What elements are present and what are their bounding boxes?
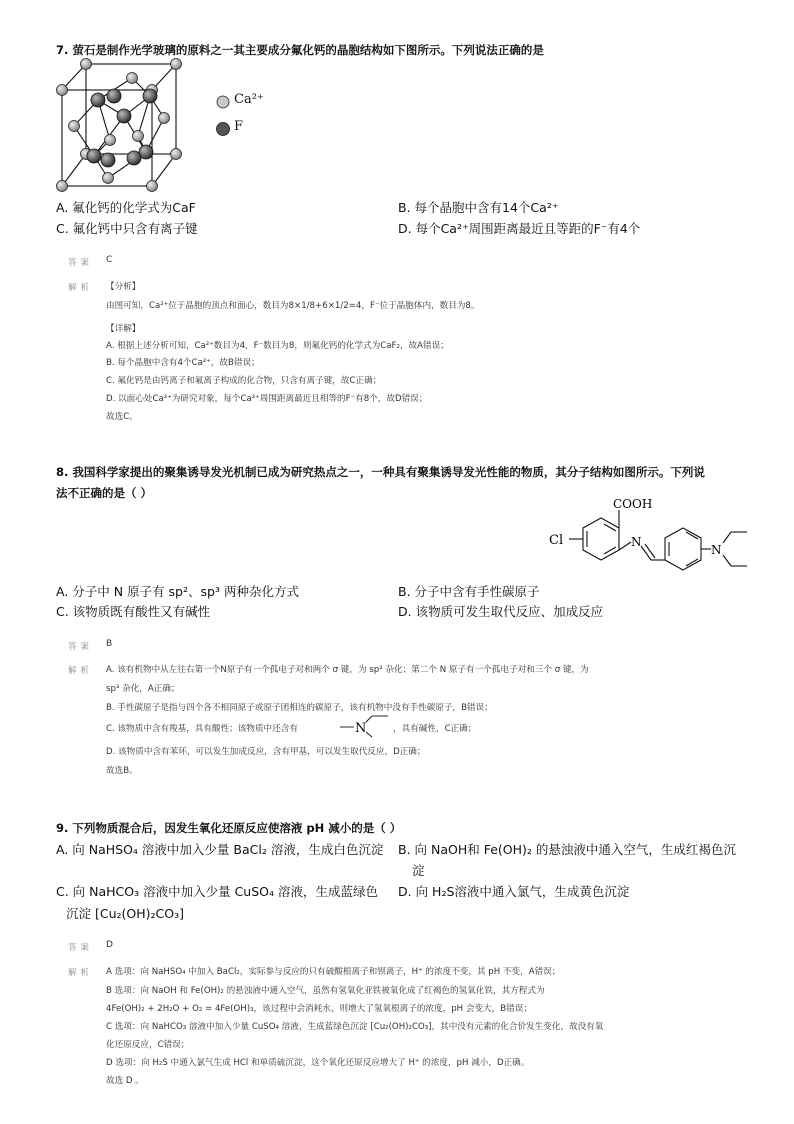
q8-stem-line1: 8. 我国科学家提出的聚集诱导发光机制已成为研究热点之一，一种具有聚集诱导发光性能的物质，其分子结构如图所示。下列说 [56,465,705,479]
q9-option-d: D. 向 H₂S溶液中通入氯气，生成黄色沉淀 [398,884,630,899]
q9-option-b-line2: 淀 [412,863,425,878]
q8-answer-label: 答案 [68,642,94,652]
q7-analysis-line: 由图可知，Ca²⁺位于晶胞的顶点和面心，数目为8×1/8+6×1/2=4，F⁻位于晶胞体内，数目为8。 [106,301,480,311]
inline-n-label: N [355,721,367,736]
q8-option-d: D. 该物质可发生取代反应、加成反应 [398,604,604,619]
q8-analysis-line: B. 手性碳原子是指与四个各不相同原子或原子团相连的碳原子，该有机物中没有手性碳原子，B错误； [106,703,493,713]
q8-analysis-line: ，具有碱性，C正确； [393,724,477,734]
q9-analysis-line: 4Fe(OH)₂ + 2H₂O + O₂ = 4Fe(OH)₃，该过程中会消耗水，则增大了氢氧根离子的浓度，pH 会变大，B错误； [106,1004,532,1014]
q9-analysis-line: 化还原反应，C错误； [106,1040,190,1050]
q7-analysis-line: 【分析】 [106,282,141,292]
q9-option-c-line2: 沉淀 [Cu₂(OH)₂CO₃] [66,906,184,921]
q9-option-a: A. 向 NaHSO₄ 溶液中加入少量 BaCl₂ 溶液，生成白色沉淀 [56,842,384,857]
q9-answer: D [106,940,113,950]
q7-answer: C [106,255,113,265]
cooh-label: COOH [613,498,653,511]
q8-analysis-label: 解析 [68,666,94,676]
q7-answer-label: 答案 [68,258,94,268]
q8-analysis-line: D. 该物质中含有苯环，可以发生加成反应，含有甲基，可以发生取代反应，D正确； [106,747,426,757]
q7-option-a: A. 氟化钙的化学式为CaF [56,200,196,215]
legend-f-label: F [234,119,244,134]
q9-analysis-line: A 选项：向 NaHSO₄ 中加入 BaCl₂，实际参与反应的只有硫酸根离子和钡离子，H⁺ 的浓度不变，其 pH 不变，A错误； [106,967,561,977]
molecule-structure-diagram [545,498,750,586]
q9-answer-label: 答案 [68,943,94,953]
q7-option-c: C. 氟化钙中只含有离子键 [56,221,198,236]
q8-option-b: B. 分子中含有手性碳原子 [398,584,540,599]
q7-analysis-line: 故选C。 [106,412,138,422]
q8-option-c: C. 该物质既有酸性又有碱性 [56,604,211,619]
f-legend-icon [215,121,231,137]
q9-analysis-line: D 选项：向 H₂S 中通入氯气生成 HCl 和单质硫沉淀，这个氧化还原反应增大了 H⁺ 的浓度，pH 减小，D正确。 [106,1058,530,1068]
q7-option-b: B. 每个晶胞中含有14个Ca²⁺ [398,200,559,215]
q7-analysis-line: B. 每个晶胞中含有4个Ca²⁺，故B错误； [106,358,260,368]
crystal-cell-diagram [50,56,190,196]
q8-analysis-line: C. 该物质中含有羧基，具有酸性；该物质中还含有 [106,724,298,734]
q8-stem-line2: 法不正确的是（ ） [56,486,153,500]
q9-analysis-line: 故选 D 。 [106,1076,144,1086]
q7-option-d: D. 每个Ca²⁺周围距离最近且等距的F⁻有4个 [398,221,641,236]
q9-analysis-line: B 选项：向 NaOH 和 Fe(OH)₂ 的悬浊液中通入空气，虽然有氢氧化亚铁被氧化成了红褐色的氢氧化铁，其方程式为 [106,986,545,996]
q7-analysis-line: A. 根据上述分析可知，Ca²⁺数目为4，F⁻数目为8，则氟化钙的化学式为CaF₂，故A错误； [106,341,449,351]
q7-analysis-line: 【详解】 [106,324,141,334]
legend-ca-label: Ca²⁺ [234,92,264,107]
q8-option-a: A. 分子中 N 原子有 sp²、sp³ 两种杂化方式 [56,584,299,599]
q7-analysis-line: C. 氟化钙是由钙离子和氟离子构成的化合物，只含有离子键，故C正确； [106,376,382,386]
amine-n-fragment-icon [340,714,390,738]
n1-label: N [631,535,642,549]
q8-analysis-line: 故选B。 [106,766,138,776]
q8-answer: B [106,639,113,649]
q9-stem: 9. 下列物质混合后，因发生氧化还原反应使溶液 pH 减小的是（ ） [56,821,402,835]
q9-option-c-line1: C. 向 NaHCO₃ 溶液中加入少量 CuSO₄ 溶液，生成蓝绿色 [56,884,378,899]
q7-analysis-line: D. 以面心处Ca²⁺为研究对象，每个Ca²⁺周围距离最近且相等的F⁻有8个，故D错误； [106,394,428,404]
q7-analysis-label: 解析 [68,283,94,293]
q9-option-b-line1: B. 向 NaOH和 Fe(OH)₂ 的悬浊液中通入空气，生成红褐色沉 [398,842,736,857]
n2-label: N [711,543,722,557]
q9-analysis-line: C 选项：向 NaHCO₃ 溶液中加入少量 CuSO₄ 溶液，生成蓝绿色沉淀 [Cu₂(OH)₂CO₃]，其中没有元素的化合价发生变化，故没有氧 [106,1022,604,1032]
q9-analysis-label: 解析 [68,968,94,978]
cl-label: Cl [549,533,564,548]
q7-stem: 7. 萤石是制作光学玻璃的原料之一其主要成分氟化钙的晶胞结构如下图所示。下列说法正确的是 [56,43,544,57]
ca-legend-icon [215,94,231,110]
q8-analysis-line: sp³ 杂化，A正确； [106,684,180,694]
q8-analysis-line: A. 该有机物中从左往右第一个N原子有一个孤电子对和两个 σ 键，为 sp² 杂化；第二个 N 原子有一个孤电子对和三个 σ 键，为 [106,665,589,675]
